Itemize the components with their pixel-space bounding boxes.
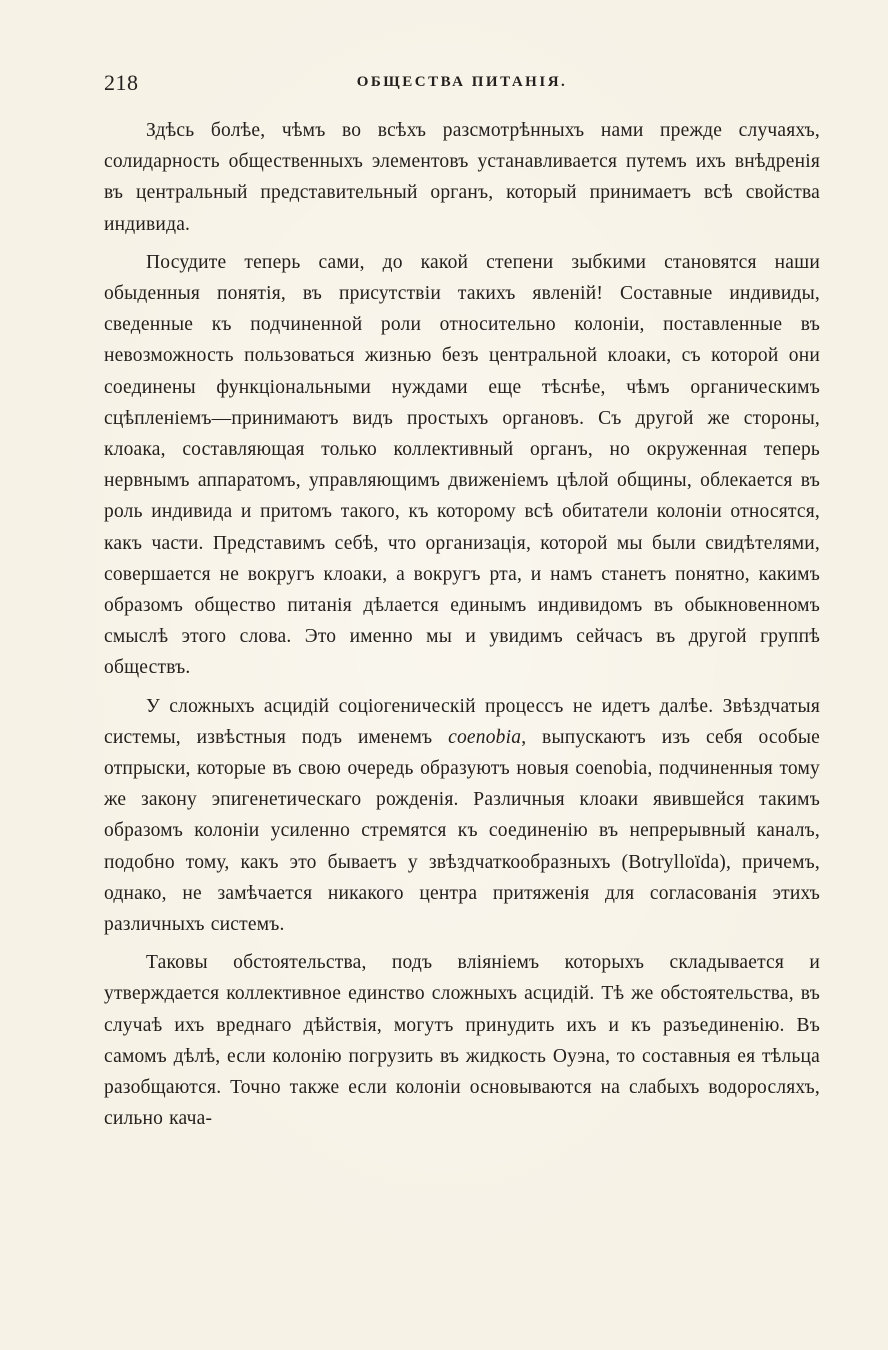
paragraph-text: У сложныхъ асцидій соціогеническій процессъ не идетъ далѣе. Звѣздчатыя системы, извѣстныя подъ именемъ	[104, 695, 820, 748]
italic-term: coenobia	[448, 726, 522, 748]
paragraph: Таковы обстоятельства, подъ вліяніемъ которыхъ складывается и утверждается коллективное единство сложныхъ асцидій. Тѣ же обстоятельства, въ случаѣ ихъ вреднаго дѣйствія, могутъ принудить ихъ и къ разъединенію. Въ самомъ дѣлѣ, если колонію погрузить въ жидкость Оуэна, то составныя ея тѣльца разобщаются. Точно также если колоніи основываются на слабыхъ водоросляхъ, сильно кача-	[104, 952, 820, 1130]
page-number: 218	[104, 70, 139, 95]
paragraph: Посудите теперь сами, до какой степени зыбкими становятся наши обыденныя понятія, въ присутствіи такихъ явленій! Составные индивиды, сведенные къ подчиненной роли относительно колоніи, поставленные въ невозможность пользоваться жизнью безъ центральной клоаки, съ которой они соединены функціональными нуждами еще тѣснѣе, чѣмъ органическимъ сцѣпленіемъ—принимаютъ видъ простыхъ органовъ. Съ другой же стороны, клоака, составляющая только коллективный органъ, но окруженная теперь нервнымъ аппаратомъ, управляющимъ движеніемъ цѣлой общины, облекается въ роль индивида и притомъ такого, къ которому всѣ обитатели колоніи относятся, какъ части. Представимъ себѣ, что организація, которой мы были свидѣтелями, совершается не вокругъ клоаки, а вокругъ рта, и намъ станетъ понятно, какимъ образомъ общество питанія дѣлается единымъ индивидомъ въ обыкновенномъ смыслѣ этого слова. Это именно мы и увидимъ сейчасъ въ другой группѣ обществъ.	[104, 251, 820, 679]
paragraph	[104, 691, 820, 941]
body-text	[104, 115, 820, 1135]
running-head	[104, 70, 820, 100]
paragraph-text: , выпускаютъ изъ себя особые отпрыски, которые въ свою очередь образуютъ новыя coenobia, подчиненныя тому же закону эпигенетическаго рожденія. Различныя клоаки явившейся такимъ образомъ колоніи усиленно стремятся къ соединенію въ непрерывный каналъ, подобно тому, какъ это бываетъ у звѣздчаткообразныхъ (Botrylloïda), причемъ, однако, не замѣчается никакого центра притяженія для согласованія этихъ различныхъ системъ.	[104, 726, 820, 936]
running-title: ОБЩЕСТВА ПИТАНІЯ.	[356, 74, 568, 90]
paragraph: Здѣсь болѣе, чѣмъ во всѣхъ разсмотрѣнныхъ нами прежде случаяхъ, солидарность общественныхъ элементовъ устанавливается путемъ ихъ внѣдренія въ центральный представительный органъ, который принимаетъ всѣ свойства индивида.	[104, 120, 820, 235]
